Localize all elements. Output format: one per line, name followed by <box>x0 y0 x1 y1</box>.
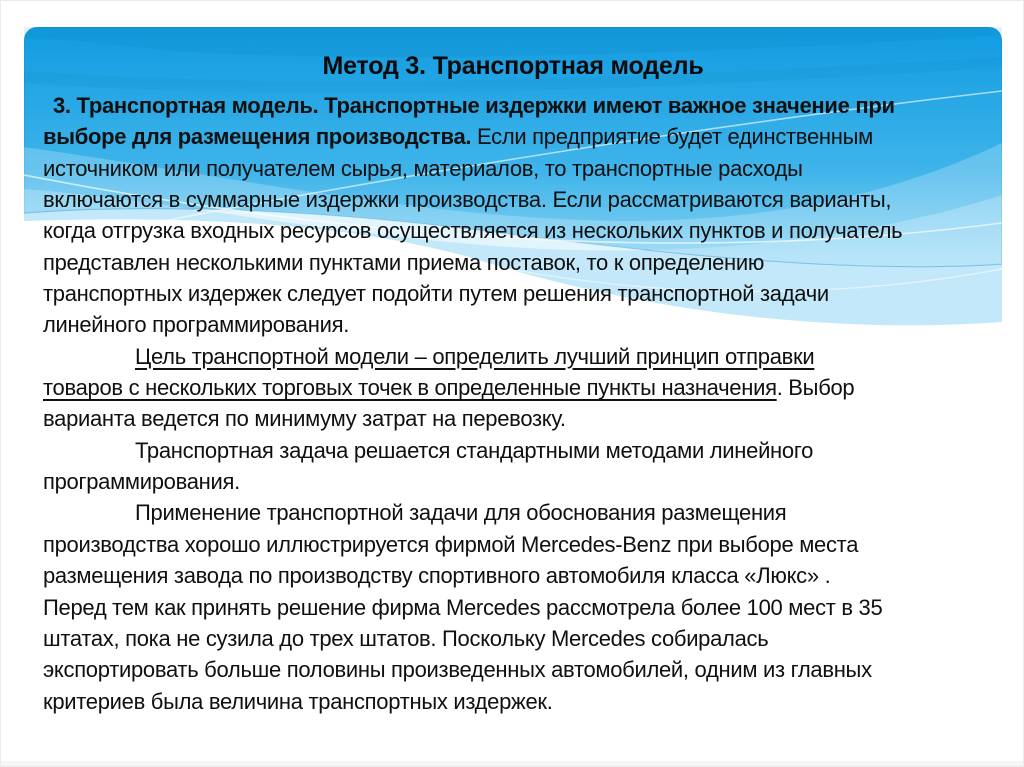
text-line <box>43 184 999 215</box>
text-segment: Транспортная задача решается стандартными методами линейного <box>135 437 814 463</box>
text-line <box>43 372 999 403</box>
text-line <box>43 435 999 466</box>
text-segment: . Выбор <box>776 375 855 401</box>
text-segment: штатах, пока не сузила до трех штатов. Поскольку Mercedes собиралась <box>43 625 769 651</box>
text-segment: представлен несколькими пунктами приема поставок, то к определению <box>43 249 765 275</box>
slide-title: Метод 3. Транспортная модель <box>322 52 704 80</box>
text-line <box>43 309 999 340</box>
text-segment: линейного программирования. <box>43 312 350 338</box>
text-segment: Применение транспортной задачи для обоснования размещения <box>135 500 787 526</box>
text-segment: Перед тем как принять решение фирма Mercedes рассмотрела более 100 мест в 35 <box>43 594 883 620</box>
text-segment: источником или получателем сырья, материалов, то транспортные расходы <box>43 155 803 181</box>
text-line <box>43 247 999 278</box>
slide-bottom-edge <box>1 761 1023 766</box>
text-segment: Цель транспортной модели – определить лучший принцип отправки <box>135 343 815 369</box>
text-segment: Если предприятие будет единственным <box>471 124 873 150</box>
text-line <box>43 278 999 309</box>
text-segment: товаров с нескольких торговых точек в определенные пункты назначения <box>43 375 777 401</box>
text-segment: экспортировать больше половины произведенных автомобилей, одним из главных <box>43 657 872 683</box>
text-line <box>43 341 999 372</box>
text-line <box>43 497 999 528</box>
text-segment: размещения завода по производству спортивного автомобиля класса «Люкс» . <box>43 563 831 589</box>
text-segment: когда отгрузка входных ресурсов осуществляется из нескольких пунктов и получатель <box>43 218 903 244</box>
text-line <box>43 153 999 184</box>
text-segment: включаются в суммарные издержки производства. Если рассматриваются варианты, <box>43 187 892 213</box>
text-segment: 3. Транспортная модель. Транспортные издержки имеют важное значение при <box>53 93 895 118</box>
text-line <box>43 560 999 591</box>
text-segment: производства хорошо иллюстрируется фирмой Mercedes-Benz при выборе места <box>43 531 859 557</box>
text-line <box>43 623 999 654</box>
text-line <box>43 654 999 685</box>
slide-body-text <box>43 90 999 717</box>
text-segment: варианта ведется по минимуму затрат на перевозку. <box>43 406 566 432</box>
text-line <box>43 466 999 497</box>
text-segment: критериев была величина транспортных издержек. <box>43 688 553 714</box>
text-segment: транспортных издержек следует подойти путем решения транспортной задачи <box>43 281 829 307</box>
text-segment: выборе для размещения производства. <box>43 124 472 150</box>
text-line <box>43 529 999 560</box>
text-segment: программирования. <box>43 469 240 495</box>
text-line <box>43 592 999 623</box>
text-line <box>43 121 999 152</box>
text-line <box>43 686 999 717</box>
text-line <box>43 215 999 246</box>
text-line <box>43 90 999 121</box>
text-line <box>43 403 999 434</box>
